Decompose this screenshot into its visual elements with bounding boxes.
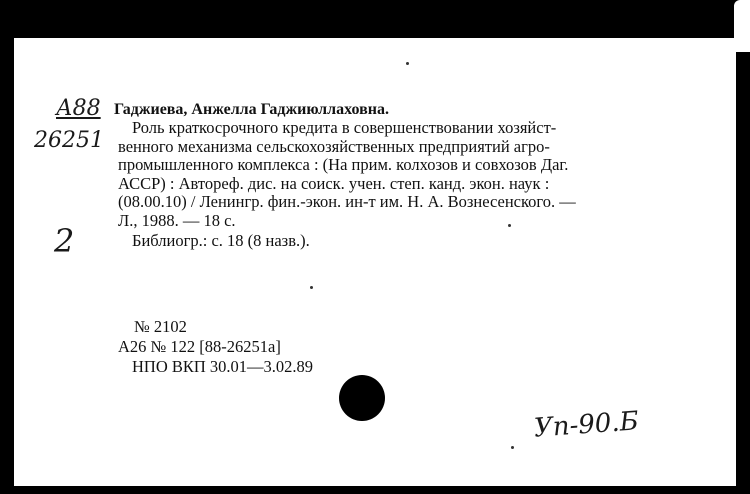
index-line: А26 № 122 [88-26251а] — [118, 337, 281, 356]
speck — [406, 62, 409, 65]
speck — [508, 224, 511, 227]
call-number-top: А88 — [56, 96, 101, 121]
bibliographic-description — [118, 119, 698, 231]
author-heading: Гаджиева, Анжелла Гаджиюллаховна. — [114, 101, 389, 118]
description-line: Роль краткосрочного кредита в совершенствовании хозяйст- — [132, 118, 557, 137]
description-line: промышленного комплекса : (На прим. колхозов и совхозов Даг. — [118, 155, 569, 175]
description-line: АССР) : Автореф. дис. на соиск. учен. степ. канд. экон. наук : — [118, 173, 550, 193]
description-line: венного механизма сельскохозяйственных предприятий агро- — [118, 136, 550, 156]
card-edge — [734, 0, 750, 52]
punch-hole — [339, 375, 385, 421]
description-line: (08.00.10) / Ленингр. фин.-экон. ин-т им. Н. А. Вознесенского. — — [118, 192, 576, 212]
npo-line: НПО ВКП 30.01—3.02.89 — [132, 357, 314, 376]
margin-mark: 2 — [54, 222, 75, 260]
call-number-bottom: 26251 — [34, 128, 104, 153]
bibliography-note: Библиогр.: с. 18 (8 назв.). — [132, 231, 310, 250]
speck — [511, 446, 514, 449]
shelf-mark: Уп-90.Б — [533, 406, 640, 444]
speck — [310, 286, 313, 289]
accession-number: № 2102 — [134, 317, 187, 336]
catalog-card — [14, 38, 736, 486]
description-line: Л., 1988. — 18 с. — [118, 210, 236, 230]
